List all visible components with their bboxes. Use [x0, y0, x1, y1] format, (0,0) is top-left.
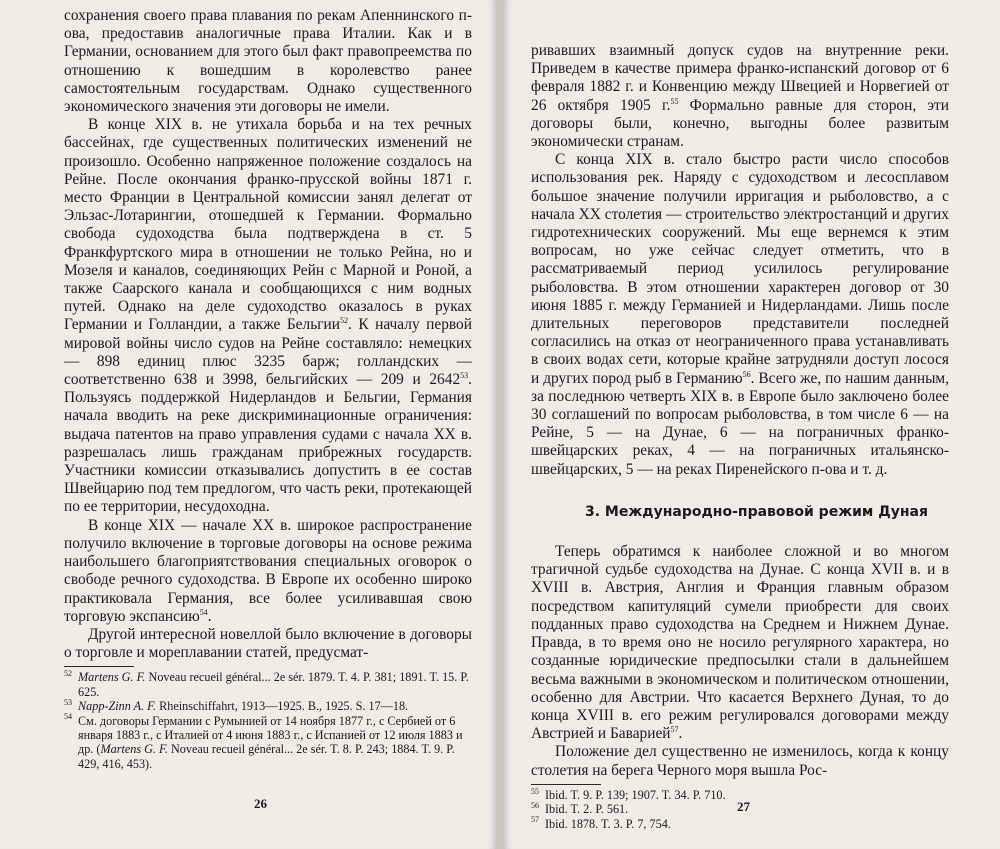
footnote: 55 Ibid. T. 9. P. 139; 1907. T. 34. P. 710.: [531, 786, 726, 802]
left-page: [0, 0, 497, 849]
footnote: 57 Ibid. 1878. T. 3. P. 7, 754.: [531, 815, 671, 831]
left-text-column: [64, 7, 472, 771]
paragraph: С конца XIX в. стало быстро расти число способов использования рек. Наряду с судоходством и лесосплавом большое значение получили ирригация и рыболовство, а с начала XX столетия — строительство электростанций и других гидротехнических сооружений. Мы еще вернемся к этим вопросам, но уже сейчас следует отметить, что в рассматриваемый период усилилось регулирование рыболовства. В этом отношении характерен договор от 30 июня 1885 г. между Германией и Нидерландами. Лишь после длительных переговоров представители последней согласились на отказ от неограниченного права устанавливать в своих водах сети, которые крайне затрудняли доступ лосося и других пород рыб в Германию$^{56}$. Всего же, по нашим данным, за последнюю четверть XIX в. в Европе было заключено более 30 соглашений по вопросам рыболовства, в том числе 6 — на Рейне, 5 — на Дунае, 6 — на пограничных франко-швейцарских реках, 4 — на пограничных итальянско-швейцарских, 5 — на реках Пиренейского п-ова и т. д.: [531, 151, 949, 478]
footnote-ref: 55: [670, 96, 679, 106]
paragraph: ривавших взаимный допуск судов на внутренние реки. Приведем в качестве примера франко-испанский договор от 6 февраля 1882 г. и Конвенцию между Швецией и Норвегией от 26 октября 1905 г.$^{55}$ Формально равные для сторон, эти договоры были, конечно, выгодны более развитым экономически странам.: [531, 42, 949, 151]
paragraph: Положение дел существенно не изменилось, когда к концу столетия на берега Черного моря вышла Рос-: [531, 743, 949, 779]
paragraph: Теперь обратимся к наиболее сложной и во многом трагичной судьбе судоходства на Дунае. С конца XVII в. и в XVIII в. Австрия, Англия и Франция главным образом посредством капитуляций сумели приобрести для своих подданных право судоходства на Среднем и Нижнем Дунае. Правда, в то время оно не носило регулярного характера, но созданные юридические предпосылки стали в дальнейшем весьма важными в экономическом и политическом отношении, особенно для Австрии. Что касается Верхнего Дуная, то до конца XVIII в. его режим регулировался договорами между Австрией и Баварией$^{57}$.: [531, 543, 949, 743]
footnote-ref: 52: [340, 316, 348, 326]
page-number: 27: [737, 799, 750, 814]
page-number: 26: [254, 796, 267, 811]
footnote-rule: [531, 784, 601, 785]
footnote: 56 Ibid. T. 2. P. 561.: [531, 801, 629, 817]
paragraph: В конце XIX в. не утихала борьба и на тех речных бассейнах, где существенных политических изменений не произошло. Особенно напряженное положение создалось на Рейне. После окончания франко-прусской войны 1871 г. место Франции в Центральной комиссии занял делегат от Эльзас-Лотарингии, отошедшей к Германии. Формально свобода судоходства была подтверждена в ст. 5 Франкфуртского мира в отношении не только Рейна, но и Мозеля и каналов, соединяющих Рейн с Марной и Роной, а также Саарского канала и сообщающихся с ним водных путей. Однако на деле судоходство оказалось в руках Германии и Голландии, а также Бельгии$^{52}$. К началу первой мировой войны число судов на Рейне составляло: немецких — 898 единиц плюс 3235 барж; голландских — соответственно 638 и 3998, бельгийских — 209 и 2642$^{53}$. Пользуясь поддержкой Нидерландов и Бельгии, Германия начала вводить на реке дискриминационные ограничения: выдача патентов на право управления судами с начала XX в. разрешалась лишь гражданам прибрежных государств. Участники комиссии отказывались допустить в ее состав Швейцарию под тем предлогом, что часть реки, протекающей по ее территории, несудоходна.: [64, 116, 472, 516]
footnote-ref: 57: [670, 724, 679, 734]
footnote: 52 Martens G. F. Noveau recueil général... 2e sér. 1879. T. 4. P. 381; 1891. T. 15. P. 625.: [64, 669, 469, 699]
footnote-ref: 54: [199, 607, 208, 617]
footnote-rule: [64, 666, 134, 667]
footnote-ref: 56: [742, 369, 751, 379]
right-page: [503, 0, 1000, 849]
section-heading: 3. Международно-правовой режим Дуная: [585, 503, 928, 520]
right-text-column: [531, 42, 949, 831]
footnote-ref: 53: [460, 370, 469, 380]
paragraph: Другой интересной новеллой было включение в договоры о торговле и мореплавании статей, предусмат-: [64, 625, 472, 662]
footnote: 53 Napp-Zinn A. F. Rheinschiffahrt, 1913—1925. B., 1925. S. 17—18.: [64, 698, 409, 714]
footnote: 54 См. договоры Германии с Румынией от 14 ноября 1877 г., с Сербией от 6 января 1883 г., с Италией от 4 июня 1883 г., с Испанией от 12 июля 1883 и др. (Martens G. F. Noveau recueil général... 2e sér. T. 8. P. 243; 1884. T. 9. P. 429, 416, 453).: [64, 712, 463, 771]
paragraph: сохранения своего права плавания по рекам Апеннинского п-ова, предоставив аналогичные права Италии. Как и в Германии, основанием для этого был факт правопреемства по отношению к вошедшим в королевство ранее самостоятельным государствам. Однако существенного экономического значения эти договоры не имели.: [64, 7, 472, 116]
paragraph: В конце XIX — начале XX в. широкое распространение получило включение в торговые договоры на основе режима наибольшего благоприятствования специальных оговорок о свободе речного судоходства. В Европе их особенно широко практиковала Германия, все более усиливавшая свою торговую экспансию$^{54}$.: [64, 516, 472, 625]
